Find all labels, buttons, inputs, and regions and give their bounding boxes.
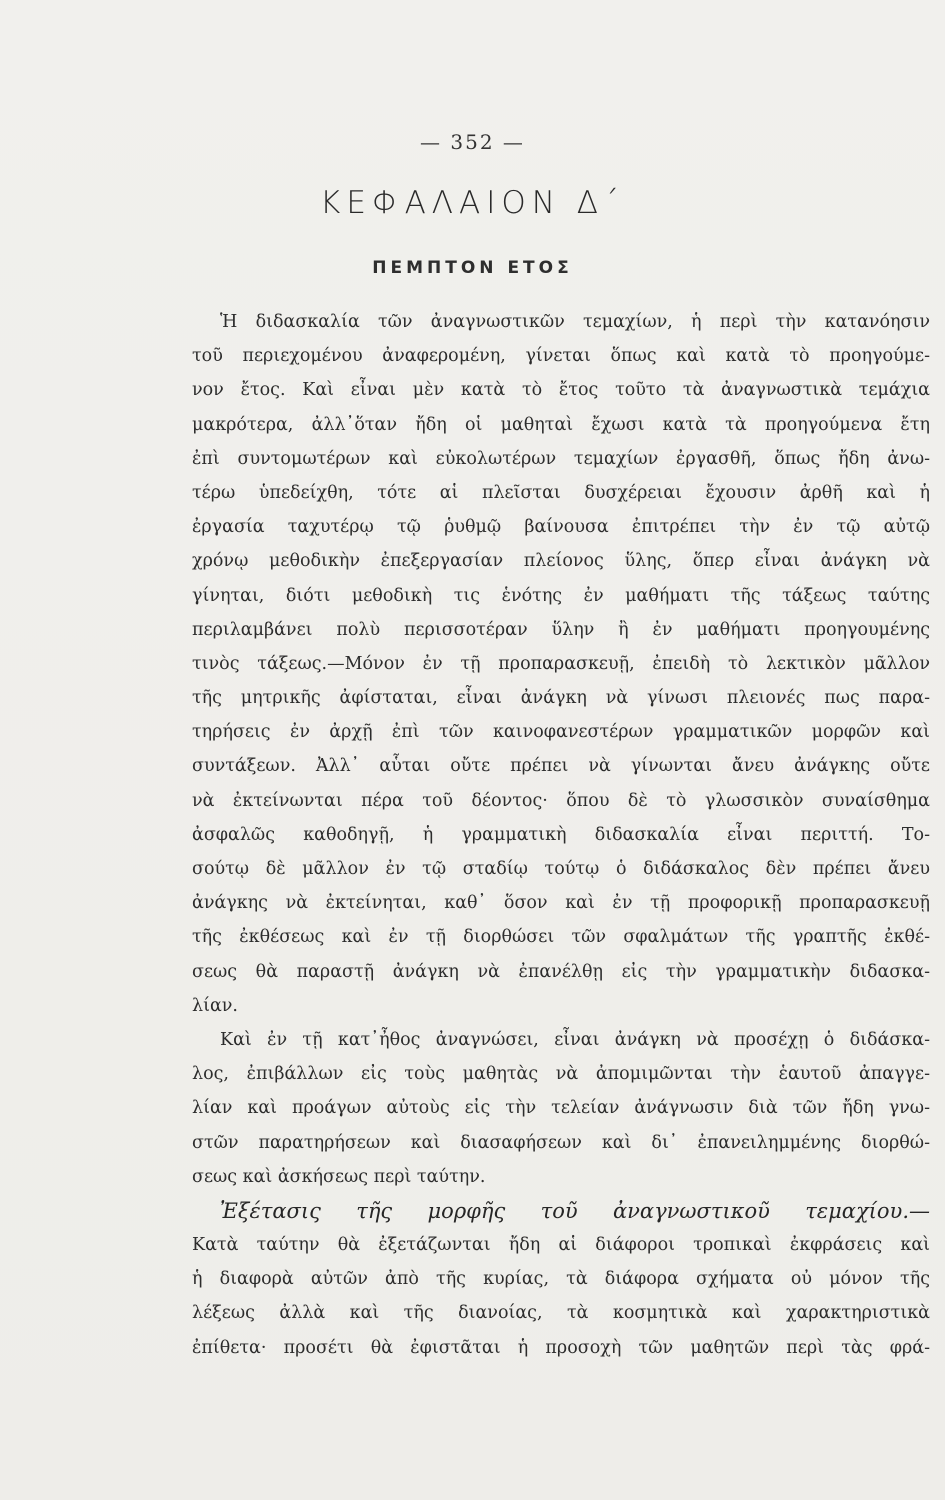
text-line: Καὶ ἐν τῇ κατ᾽ἦθος ἀναγνώσει, εἶναι ἀνάγκη νὰ προσέχῃ ὁ διδάσκα-	[220, 1029, 930, 1050]
text-line: γίνηται, διότι μεθοδικὴ τις ἑνότης ἐν μαθήματι τῆς τάξεως ταύτης	[192, 585, 930, 606]
section-title: ΠΕΜΠΤΟΝ ΕΤΟΣ	[372, 258, 573, 278]
text-line: σεως καὶ ἀσκήσεως περὶ ταύτην.	[192, 1166, 486, 1187]
text-line: τινὸς τάξεως.—Μόνον ἐν τῇ προπαρασκευῇ, ἐπειδὴ τὸ λεκτικὸν μᾶλλον	[192, 653, 930, 674]
text-line: νον ἔτος. Καὶ εἶναι μὲν κατὰ τὸ ἔτος τοῦτο τὰ ἀναγνωστικὰ τεμάχια	[192, 380, 930, 401]
text-line: στῶν παρατηρήσεων καὶ διασαφήσεων καὶ δι᾽ ἐπανειλημμένης διορθώ-	[192, 1132, 930, 1153]
text-line: ἀνάγκης νὰ ἐκτείνηται, καθ᾽ ὅσον καὶ ἐν τῇ προφορικῇ προπαρασκευῇ	[192, 893, 930, 914]
chapter-title: ΚΕΦΑΛΑΙΟΝ Δ΄	[320, 185, 625, 221]
body-text	[192, 305, 930, 1365]
page-number: — 352 —	[420, 130, 525, 154]
text-line: τῆς ἐκθέσεως καὶ ἐν τῇ διορθώσει τῶν σφαλμάτων τῆς γραπτῆς ἐκθέ-	[192, 927, 930, 948]
text-line: μακρότερα, ἀλλ᾽ὅταν ἤδη οἱ μαθηταὶ ἔχωσι κατὰ τὰ προηγούμενα ἔτη	[192, 414, 930, 435]
text-line: τηρήσεις ἐν ἀρχῇ ἐπὶ τῶν καινοφανεστέρων γραμματικῶν μορφῶν καὶ	[192, 722, 930, 743]
text-line: ἐπίθετα· προσέτι θὰ ἐφιστᾶται ἡ προσοχὴ τῶν μαθητῶν περὶ τὰς φρά-	[192, 1337, 930, 1358]
text-line: τῆς μητρικῆς ἀφίσταται, εἶναι ἀνάγκη νὰ γίνωσι πλειονές πως παρα-	[192, 688, 930, 709]
text-line: ἀσφαλῶς καθοδηγῇ, ἡ γραμματικὴ διδασκαλία εἶναι περιττή. Το-	[192, 824, 930, 845]
text-line: ἡ διαφορὰ αὐτῶν ἀπὸ τῆς κυρίας, τὰ διάφορα σχήματα οὐ μόνον τῆς	[192, 1269, 930, 1290]
text-line: τοῦ περιεχομένου ἀναφερομένη, γίνεται ὅπως καὶ κατὰ τὸ προηγούμε-	[192, 346, 930, 367]
text-line: Κατὰ ταύτην θὰ ἐξετάζωνται ἤδη αἱ διάφοροι τροπικαὶ ἐκφράσεις καὶ	[192, 1235, 930, 1256]
text-line: λίαν.	[192, 995, 238, 1016]
text-line: τέρω ὑπεδείχθη, τότε αἱ πλεῖσται δυσχέρειαι ἔχουσιν ἀρθῆ καὶ ἡ	[192, 482, 930, 503]
text-line: περιλαμβάνει πολὺ περισσοτέραν ὕλην ἢ ἐν μαθήματι προηγουμένης	[192, 619, 930, 640]
text-line: λέξεως ἀλλὰ καὶ τῆς διανοίας, τὰ κοσμητικὰ καὶ χαρακτηριστικὰ	[192, 1303, 930, 1324]
text-line: ἐργασία ταχυτέρῳ τῷ ῥυθμῷ βαίνουσα ἐπιτρέπει τὴν ἐν τῷ αὐτῷ	[192, 517, 930, 538]
text-line: σεως θὰ παραστῇ ἀνάγκη νὰ ἐπανέλθῃ εἰς τὴν γραμματικὴν διδασκα-	[192, 961, 930, 982]
text-line: χρόνῳ μεθοδικὴν ἐπεξεργασίαν πλείονος ὕλης, ὅπερ εἶναι ἀνάγκη νὰ	[192, 551, 930, 572]
text-line: λίαν καὶ προάγων αὐτοὺς εἰς τὴν τελείαν ἀνάγνωσιν διὰ τῶν ἤδη γνω-	[192, 1098, 930, 1119]
text-line: ἐπὶ συντομωτέρων καὶ εὐκολωτέρων τεμαχίων ἐργασθῆ, ὅπως ἤδη ἀνω-	[192, 448, 930, 469]
text-line: λος, ἐπιβάλλων εἰς τοὺς μαθητὰς νὰ ἀπομιμῶνται τὴν ἑαυτοῦ ἀπαγγε-	[192, 1064, 930, 1085]
subsection-heading: Ἐξέτασις τῆς μορφῆς τοῦ ἀναγνωστικοῦ τεμαχίου.—	[220, 1198, 930, 1223]
text-line: νὰ ἐκτείνωνται πέρα τοῦ δέοντος· ὅπου δὲ τὸ γλωσσικὸν συναίσθημα	[192, 790, 930, 811]
text-line: συντάξεων. Ἀλλ᾽ αὗται οὔτε πρέπει νὰ γίνωνται ἄνευ ἀνάγκης οὔτε	[192, 756, 930, 777]
text-line: σούτῳ δὲ μᾶλλον ἐν τῷ σταδίῳ τούτῳ ὁ διδάσκαλος δὲν πρέπει ἄνευ	[192, 859, 930, 879]
text-line: Ἡ διδασκαλία τῶν ἀναγνωστικῶν τεμαχίων, ἡ περὶ τὴν κατανόησιν	[220, 312, 930, 332]
